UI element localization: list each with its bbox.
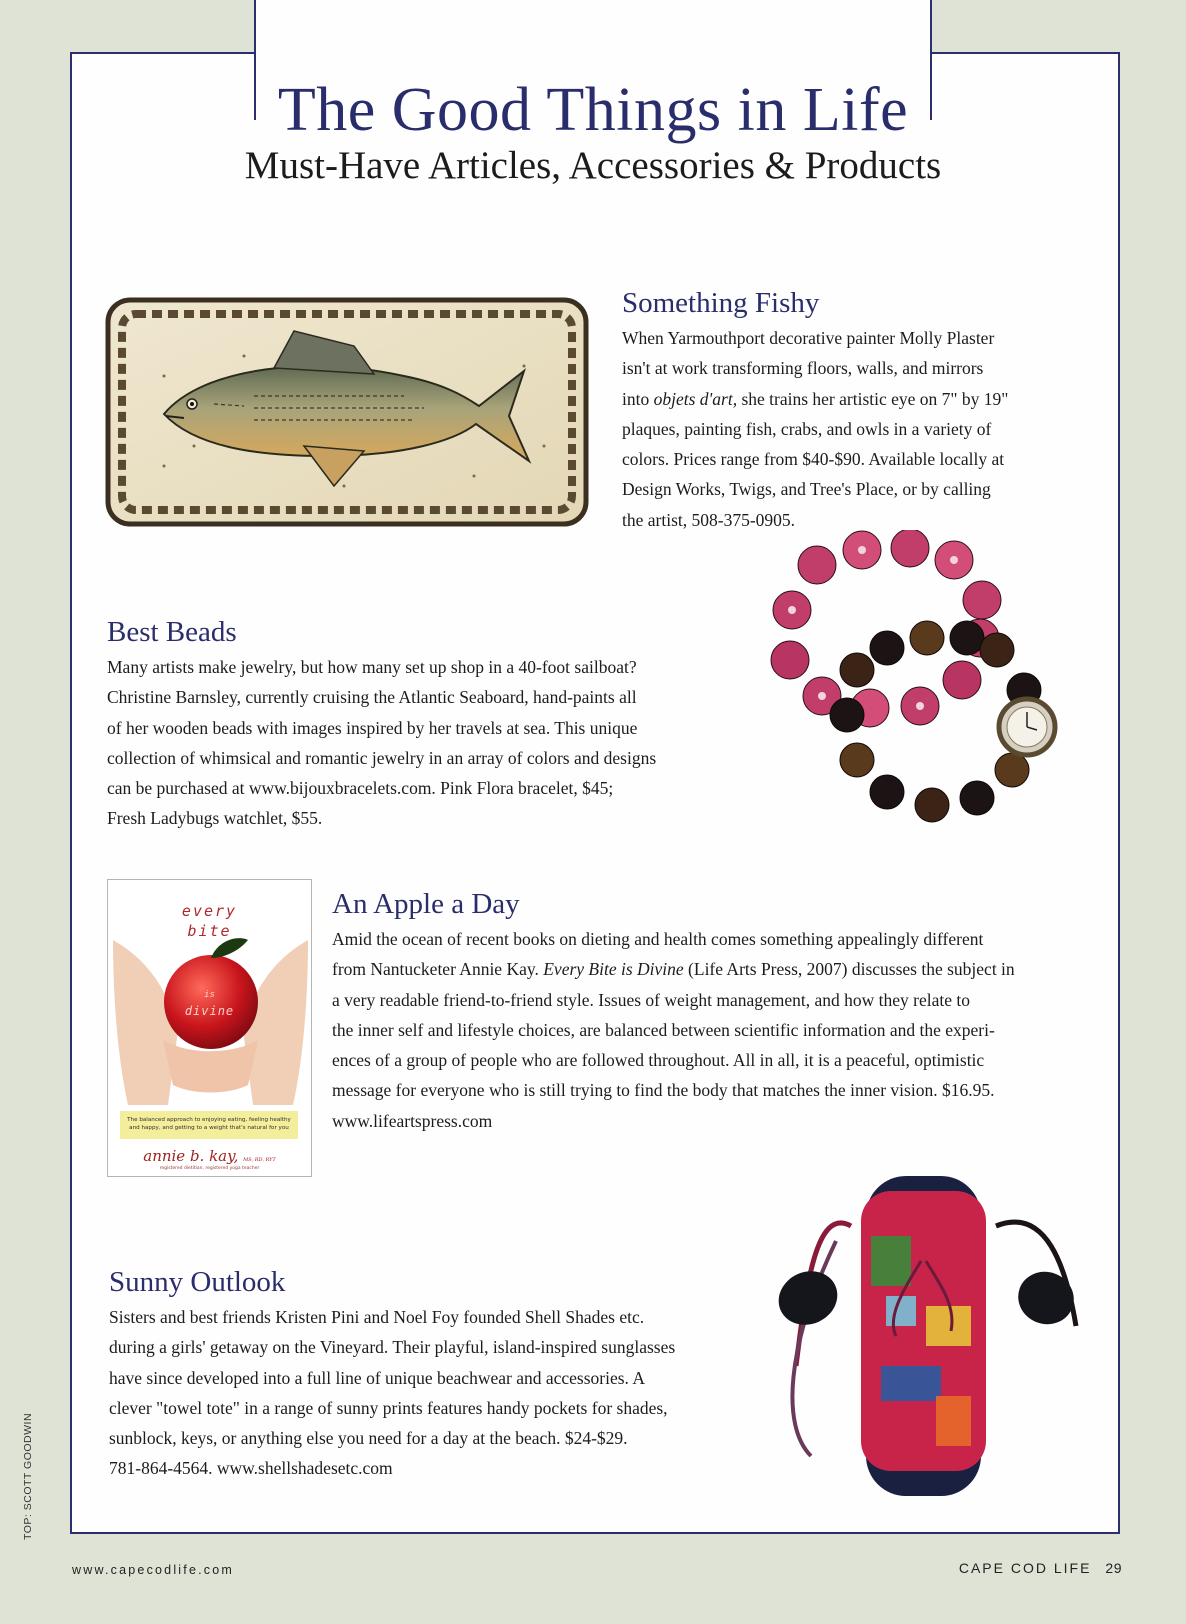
section-title-sunny: Sunny Outlook (109, 1266, 286, 1298)
section-body-sunny: Sisters and best friends Kristen Pini and Noel Foy founded Shell Shades etc. during a girls' getaway on the Vineyard. Their playful, island-inspired sunglasses have since developed into a full line of unique beachwear and accessories. A clever "towel tote" in a range of sunny prints features handy pockets for shades, sunblock, keys, or anything else you need for a day at the beach. $24-$29. 781-864-4564. www.shellshadesetc.com (109, 1307, 676, 1479)
page-title: The Good Things in Life (277, 76, 909, 144)
bead-bracelets-image (762, 530, 1088, 830)
book-word-bite: bite (187, 922, 232, 940)
book-tagline: The balanced approach to enjoying eating, feeling healthy and happy, and getting to a weight that's natural for you (120, 1111, 298, 1139)
book-word-divine: divine (184, 1004, 235, 1018)
section-body-beads: Many artists make jewelry, but how many set up shop in a 40-foot sailboat? Christine Barnsley, currently cruising the Atlantic Seaboard, hand-paints all of her wooden beads with images inspired by her travels at sea. This unique collection of whimsical and romantic jewelry in an array of colors and designs can be purchased at www.bijouxbracelets.com. Pink Flora bracelet, $45; Fresh Ladybugs watchlet, $55. (107, 657, 657, 829)
magazine-name: CAPE COD LIFE (958, 1560, 1092, 1576)
book-word-every: every (181, 902, 238, 920)
section-body-apple: Amid the ocean of recent books on dieting and health comes something appealingly different from Nantucketer Annie Kay. Every Bite is Divine (Life Arts Press, 2007) discusses the subject in a very readable friend-to-friend style. Issues of weight management, and how they relate to the inner self and lifestyle choices, are balanced between scientific information and the experi- ences of a group of people who are followed throughout. All in all, it is a peaceful, optimistic message for everyone who is still trying to find the body that matches the inner vision. $16.95. www.lifeartspress.com (332, 929, 1015, 1131)
towel-tote-image (766, 1166, 1092, 1506)
photo-credit: TOP: SCOTT GOODWIN (22, 1412, 34, 1540)
section-title-apple: An Apple a Day (332, 888, 520, 920)
section-title-beads: Best Beads (107, 616, 237, 648)
section-body-fishy: When Yarmouthport decorative painter Molly Plaster isn't at work transforming floors, walls, and mirrors into objets d'art, she trains her artistic eye on 7" by 19" plaques, painting fish, crabs, and owls in a variety of colors. Prices range from $40-$90. Available locally at Design Works, Twigs, and Tree's Place, or by calling the artist, 508-375-0905. (622, 328, 1009, 530)
section-title-fishy: Something Fishy (622, 287, 820, 319)
page-subtitle: Must-Have Articles, Accessories & Products (244, 144, 942, 187)
page-number: 29 (1105, 1560, 1122, 1576)
book-word-is: is (204, 990, 215, 1000)
footer-magazine (959, 1560, 1122, 1576)
footer-url-link[interactable]: www.capecodlife.com (72, 1563, 234, 1577)
book-author-credentials: registered dietitian, registered yoga teacher (159, 1166, 260, 1171)
book-author: annie b. kay, MS, RD, RYT (143, 1147, 276, 1165)
fish-plaque-image (104, 296, 590, 528)
book-cover-image (107, 879, 312, 1177)
